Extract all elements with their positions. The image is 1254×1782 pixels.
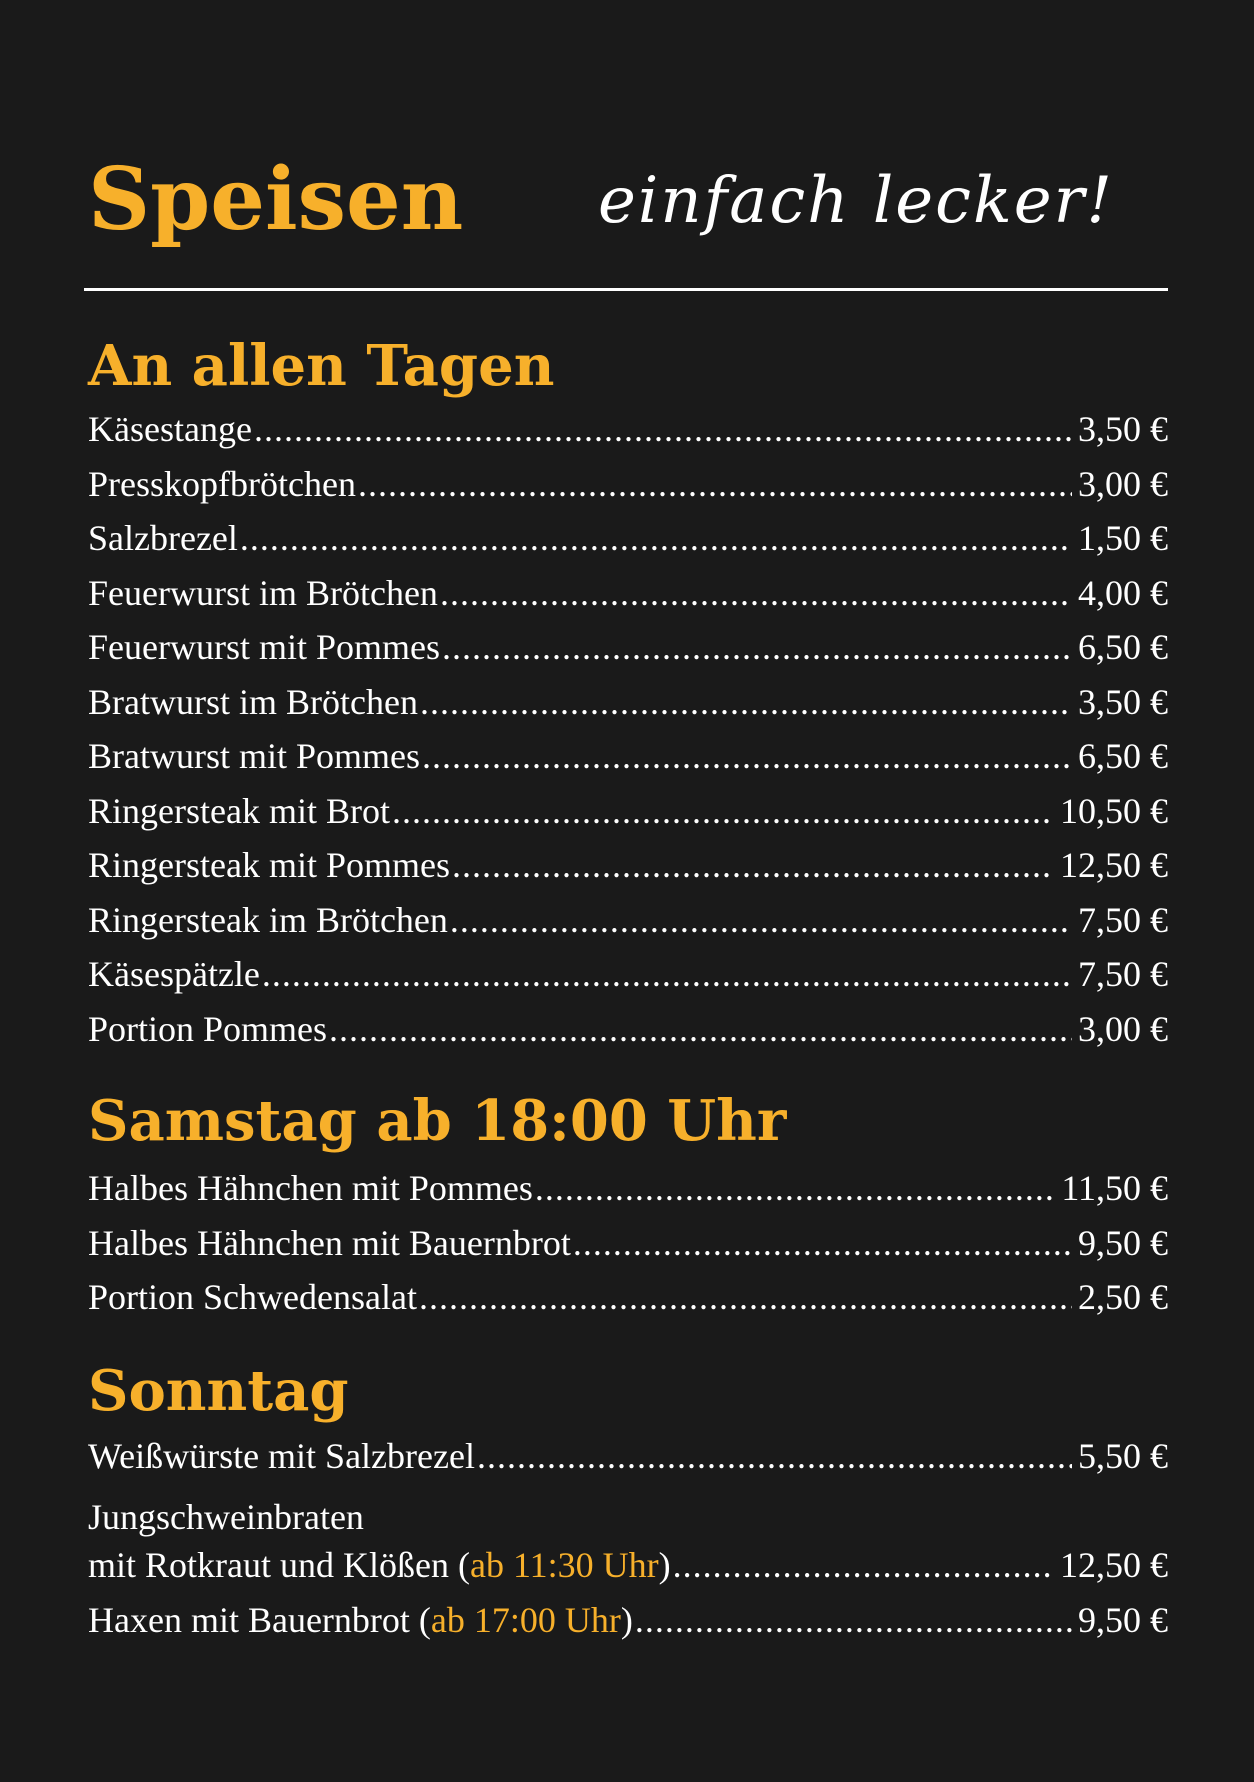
item-name: Weißwürste mit Salzbrezel bbox=[88, 1436, 475, 1476]
time-note: ab 11:30 Uhr bbox=[469, 1545, 659, 1585]
menu-item bbox=[88, 1276, 1168, 1331]
item-name: Bratwurst im Brötchen bbox=[88, 681, 418, 722]
dot-leader bbox=[358, 463, 1072, 505]
dot-leader bbox=[452, 844, 1054, 886]
menu-item bbox=[88, 517, 1168, 572]
item-name: Halbes Hähnchen mit Pommes bbox=[88, 1168, 533, 1208]
item-price: 3,00 € bbox=[1078, 1008, 1168, 1049]
dot-leader bbox=[262, 953, 1072, 995]
item-price: 12,50 € bbox=[1060, 845, 1168, 885]
page-title: Speisen bbox=[88, 149, 464, 250]
item-name: Käsespätzle bbox=[88, 954, 260, 994]
dot-leader bbox=[240, 517, 1072, 559]
item-price: 3,00 € bbox=[1078, 463, 1168, 504]
item-name: mit Rotkraut und Klößen (ab 11:30 Uhr) bbox=[88, 1545, 671, 1585]
menu-item bbox=[88, 681, 1168, 736]
item-price: 9,50 € bbox=[1078, 1222, 1168, 1263]
menu-item bbox=[88, 790, 1168, 845]
item-name: Portion Schwedensalat bbox=[88, 1277, 417, 1317]
item-name: Ringersteak im Brötchen bbox=[88, 899, 448, 940]
dot-leader bbox=[477, 1435, 1072, 1477]
menu-item bbox=[88, 1167, 1168, 1222]
menu-item bbox=[88, 1435, 1168, 1490]
item-name: Halbes Hähnchen mit Bauernbrot bbox=[88, 1222, 571, 1263]
item-name: Haxen mit Bauernbrot (ab 17:00 Uhr) bbox=[88, 1599, 633, 1640]
item-name: Käsestange bbox=[88, 409, 252, 449]
item-name: Feuerwurst mit Pommes bbox=[88, 627, 440, 667]
section-all-days bbox=[88, 330, 1168, 1062]
dot-leader bbox=[573, 1222, 1072, 1264]
item-price: 11,50 € bbox=[1061, 1168, 1168, 1208]
item-name: Bratwurst mit Pommes bbox=[88, 736, 420, 776]
menu-item bbox=[88, 899, 1168, 954]
menu-header bbox=[88, 150, 1168, 250]
menu-item bbox=[88, 408, 1168, 463]
header-divider bbox=[84, 288, 1168, 291]
item-price: 10,50 € bbox=[1060, 790, 1168, 831]
dot-leader bbox=[635, 1599, 1072, 1641]
dot-leader bbox=[422, 735, 1072, 777]
item-price: 3,50 € bbox=[1078, 409, 1168, 449]
menu-item bbox=[88, 735, 1168, 790]
tagline: einfach lecker! bbox=[598, 164, 1114, 238]
item-name: Feuerwurst im Brötchen bbox=[88, 572, 438, 613]
item-name: Salzbrezel bbox=[88, 518, 238, 558]
section-title: Samstag ab 18:00 Uhr bbox=[88, 1088, 787, 1154]
section-title: An allen Tagen bbox=[88, 333, 555, 399]
dot-leader bbox=[419, 1276, 1072, 1318]
item-price: 3,50 € bbox=[1078, 681, 1168, 722]
item-price: 6,50 € bbox=[1078, 627, 1168, 667]
dot-leader bbox=[440, 572, 1072, 614]
dot-leader bbox=[392, 790, 1054, 832]
dot-leader bbox=[535, 1167, 1055, 1209]
item-name-line: Jungschweinbraten bbox=[88, 1496, 364, 1537]
dot-leader bbox=[254, 408, 1072, 450]
dot-leader bbox=[673, 1544, 1054, 1586]
item-price: 12,50 € bbox=[1060, 1545, 1168, 1585]
section-saturday bbox=[88, 1085, 1168, 1331]
menu-item bbox=[88, 1544, 1168, 1599]
menu-item bbox=[88, 463, 1168, 518]
menu-item bbox=[88, 1222, 1168, 1277]
item-price: 5,50 € bbox=[1078, 1436, 1168, 1476]
item-name: Presskopfbrötchen bbox=[88, 463, 356, 504]
item-name: Ringersteak mit Brot bbox=[88, 790, 390, 831]
dot-leader bbox=[442, 626, 1072, 668]
dot-leader bbox=[450, 899, 1072, 941]
menu-item bbox=[88, 953, 1168, 1008]
dot-leader bbox=[420, 681, 1072, 723]
item-price: 1,50 € bbox=[1078, 518, 1168, 558]
item-price: 6,50 € bbox=[1078, 736, 1168, 776]
menu-item bbox=[88, 1008, 1168, 1063]
menu-item bbox=[88, 626, 1168, 681]
menu-item bbox=[88, 1599, 1168, 1654]
time-note: ab 17:00 Uhr bbox=[430, 1599, 621, 1640]
item-name: Ringersteak mit Pommes bbox=[88, 845, 450, 885]
section-sunday bbox=[88, 1355, 1168, 1653]
menu-item bbox=[88, 844, 1168, 899]
menu-item bbox=[88, 572, 1168, 627]
item-price: 4,00 € bbox=[1078, 572, 1168, 613]
section-title: Sonntag bbox=[88, 1358, 349, 1424]
item-name: Portion Pommes bbox=[88, 1008, 328, 1049]
item-price: 7,50 € bbox=[1078, 899, 1168, 940]
item-price: 9,50 € bbox=[1078, 1599, 1168, 1640]
item-price: 7,50 € bbox=[1078, 954, 1168, 994]
dot-leader bbox=[329, 1008, 1072, 1050]
item-price: 2,50 € bbox=[1078, 1277, 1168, 1317]
